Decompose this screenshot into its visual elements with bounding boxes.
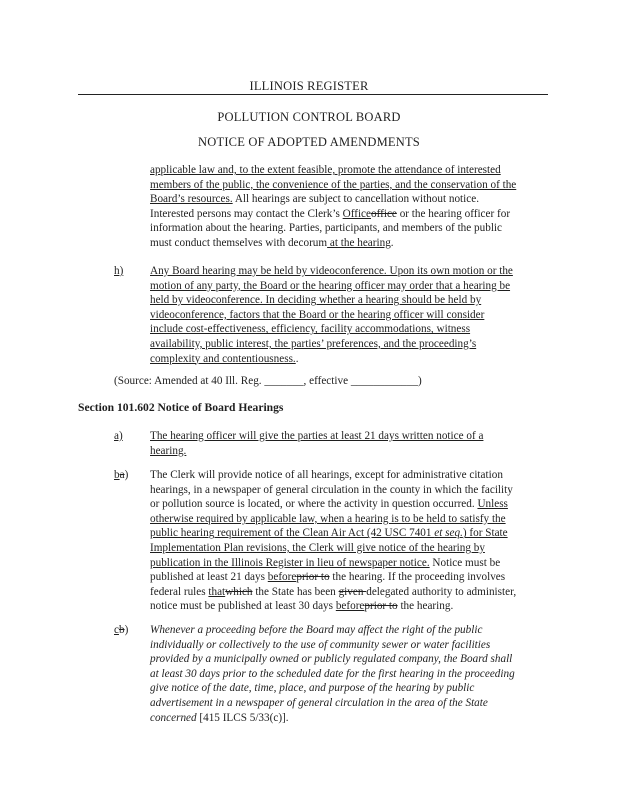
inserted-text: Unless: [477, 498, 508, 511]
paragraph-line: [150, 599, 560, 614]
continuation-paragraph: [150, 163, 560, 251]
paragraph-line: give notice of the date, time, place, and purpose of the hearing by public: [150, 682, 475, 695]
deleted-text: a: [119, 469, 125, 481]
paragraph-text: .: [390, 236, 394, 249]
subsection-label-b: [114, 468, 128, 483]
paragraph-line: videoconference, factors that the Board or the hearing officer will consider: [150, 308, 485, 321]
paragraph-text: ) for State: [462, 527, 508, 540]
paragraph-line: Implementation Plan revisions, the Clerk will give notice of the hearing by: [150, 541, 485, 554]
subsection-label-h: h): [114, 265, 124, 277]
paragraph-line: provided by a municipally owned or publicly regulated company, the Board shall: [150, 653, 513, 666]
paragraph-line: [150, 236, 560, 251]
paragraph-text: or the hearing officer for: [396, 207, 511, 220]
paragraph-line: Any Board hearing may be held by videoconference. Upon its own motion or the: [150, 265, 513, 277]
deleted-text: prior to: [296, 571, 330, 584]
inserted-text: that: [208, 585, 226, 598]
deleted-text: b: [118, 624, 125, 636]
paragraph-text: public hearing requirement of the Clean Air Act (42 USC 7401: [150, 527, 435, 540]
paragraph-line: The hearing officer will give the parties at least 21 days written notice of a: [150, 430, 484, 442]
inserted-text: b: [114, 469, 120, 481]
italic-text: et seq.: [434, 527, 463, 540]
agency-title: POLLUTION CONTROL BOARD: [217, 110, 401, 124]
subsection-a-text: [150, 429, 560, 458]
paragraph-text: the State has been: [252, 585, 339, 598]
subsection-label-c: [114, 623, 128, 638]
deleted-text: prior to: [364, 600, 398, 613]
paragraph-line: held by videoconference. In deciding whether a hearing should be held by: [150, 294, 482, 307]
paragraph-text: Interested persons may contact the Clerk’s: [150, 207, 343, 220]
paragraph-text: must conduct themselves with decorum: [150, 236, 328, 249]
paragraph-line: [150, 711, 560, 726]
paragraph-line: applicable law and, to the extent feasible, promote the attendance of interested: [150, 164, 501, 176]
paragraph-line: individually or collectively to the use of community sewer or water facilities: [150, 638, 491, 651]
deleted-text: given: [338, 585, 367, 598]
paragraph-line: hearings, in a newspaper of general circulation in the county in which the facility: [150, 483, 513, 496]
paragraph-line: [150, 497, 560, 512]
inserted-text: Board’s resources.: [150, 193, 233, 206]
paragraph-text: concerned: [150, 711, 197, 724]
paragraph-line: [150, 192, 560, 207]
paragraph-text: federal rules: [150, 585, 209, 598]
paragraph-line: [150, 556, 560, 571]
paragraph-line: advertisement in a newspaper of general circulation in the area of the State: [150, 696, 488, 709]
section-heading: Section 101.602 Notice of Board Hearings: [78, 401, 284, 414]
inserted-text: c: [114, 624, 119, 636]
inserted-text: Office: [342, 207, 371, 220]
subsection-h-text: [150, 264, 560, 366]
paragraph-line: motion of any party, the Board or the hearing officer may order that a hearing be: [150, 279, 511, 292]
subsection-label-a: a): [114, 430, 123, 442]
deleted-text: office: [371, 207, 397, 220]
label-text: ): [124, 624, 129, 636]
paragraph-line: hearing.: [150, 444, 187, 457]
subsection-b-text: [150, 468, 560, 614]
paragraph-text: Notice must be: [429, 556, 501, 569]
paragraph-line: [150, 526, 560, 541]
paragraph-line: [150, 585, 560, 600]
header-rule: [78, 94, 548, 95]
paragraph-text: the hearing.: [397, 600, 454, 613]
inserted-text: publication in the Illinois Register in lieu of newspaper notice.: [150, 556, 430, 569]
deleted-text: which: [225, 585, 253, 598]
inserted-text: before: [267, 571, 297, 584]
paragraph-text: delegated authority to administer,: [366, 585, 517, 598]
inserted-text: at the hearing: [327, 236, 391, 249]
paragraph-line: Whenever a proceeding before the Board may affect the right of the public: [150, 624, 483, 636]
paragraph-text: or pollution source is located, or where the activity in question occurred.: [150, 498, 478, 511]
paragraph-text: the hearing. If the proceeding involves: [329, 571, 506, 584]
paragraph-text: All hearings are subject to cancellation without notice.: [232, 193, 479, 206]
statute-citation: [415 ILCS 5/33(c)].: [196, 711, 289, 724]
paragraph-line: availability, public interest, the parties’ preferences, and the proceeding’s: [150, 337, 477, 350]
subsection-c-text: [150, 623, 560, 725]
register-title: ILLINOIS REGISTER: [249, 79, 369, 93]
label-text: ): [124, 469, 129, 481]
paragraph-line: [150, 570, 560, 585]
paragraph-line: information about the hearing. Parties, participants, and members of the public: [150, 222, 502, 235]
paragraph-line: The Clerk will provide notice of all hearings, except for administrative citation: [150, 469, 503, 481]
paragraph-line: members of the public, the convenience of the parties, and the conservation of the: [150, 178, 517, 191]
inserted-text: before: [335, 600, 365, 613]
notice-title: NOTICE OF ADOPTED AMENDMENTS: [198, 135, 420, 149]
paragraph-text: published at least 21 days: [150, 571, 268, 584]
paragraph-line: otherwise required by applicable law, when a hearing is to be held to satisfy the: [150, 512, 506, 525]
paragraph-text: notice must be published at least 30 days: [150, 600, 336, 613]
paragraph-line: at least 30 days prior to the scheduled date for the first hearing in the proceeding: [150, 667, 515, 680]
paragraph-line: [150, 207, 560, 222]
paragraph-text: .: [295, 352, 299, 365]
paragraph-line: [150, 352, 560, 367]
inserted-text: complexity and contentiousness.: [150, 352, 296, 365]
source-note: (Source: Amended at 40 Ill. Reg. _______, effective ____________): [114, 375, 422, 387]
paragraph-line: include cost-effectiveness, efficiency, facility accommodations, witness: [150, 323, 471, 336]
